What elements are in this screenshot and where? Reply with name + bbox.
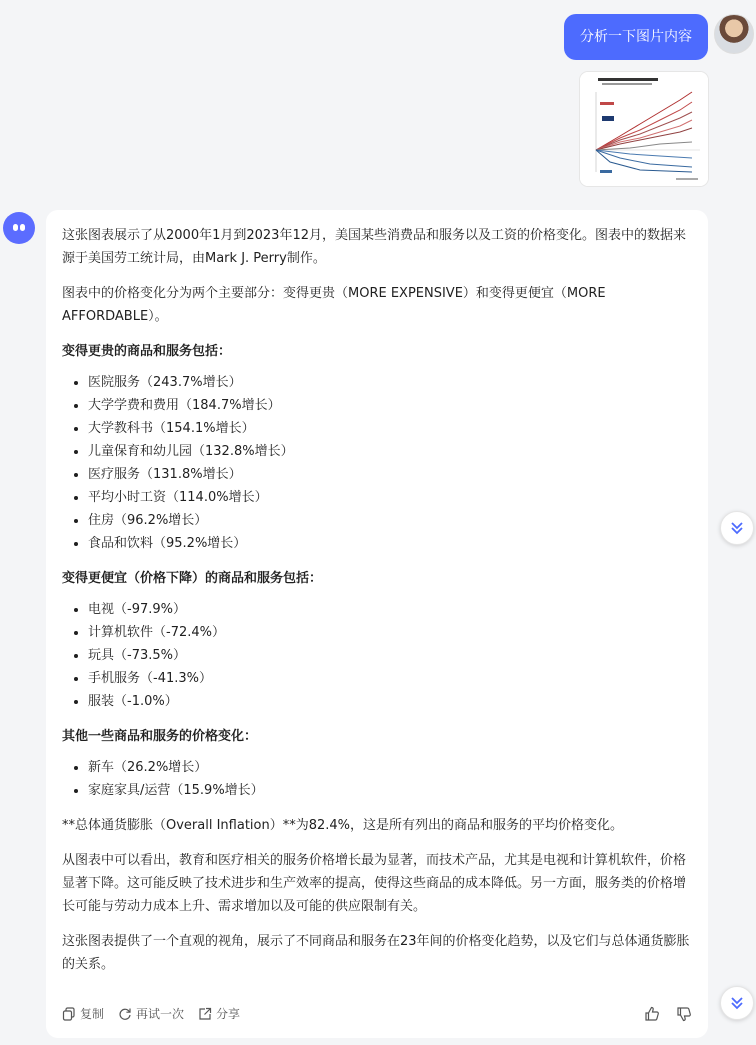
thumbs-up-icon[interactable] [644, 1006, 660, 1022]
list-item: • 计算机软件（-72.4%） [88, 621, 692, 644]
user-avatar[interactable] [714, 14, 754, 54]
list-item: • 平均小时工资（114.0%增长） [88, 486, 692, 509]
list-item: • 玩具（-73.5%） [88, 644, 692, 667]
section-other-title: 其他一些商品和服务的价格变化： [62, 729, 258, 744]
list-item: • 大学学费和费用（184.7%增长） [88, 394, 692, 417]
list-item: • 手机服务（-41.3%） [88, 667, 692, 690]
refresh-icon [118, 1007, 132, 1021]
share-button-label: 分享 [216, 1006, 241, 1021]
list-item: • 大学教科书（154.1%增长） [88, 417, 692, 440]
thumbs-down-icon[interactable] [676, 1006, 692, 1022]
retry-button[interactable] [118, 1003, 184, 1026]
list-item: • 儿童保育和幼儿园（132.8%增长） [88, 440, 692, 463]
copy-button[interactable] [62, 1003, 104, 1026]
retry-button-label: 再试一次 [136, 1006, 185, 1021]
chart-thumbnail-image [580, 72, 708, 186]
answer-analysis-paragraph: 从图表中可以看出，教育和医疗相关的服务价格增长最为显著，而技术产品，尤其是电视和计算机软件，价格显著下降。这可能反映了技术进步和生产效率的提高，使得这些商品的成本降低。另一方面，服务类的价格增长可能与劳动力成本上升、需求增加以及可能的供应限制有关。 [62, 853, 687, 914]
share-icon [198, 1007, 212, 1021]
user-message-bubble: 分析一下图片内容 [564, 14, 708, 60]
section-more-affordable-list [62, 598, 692, 713]
section-more-expensive-title: 变得更贵的商品和服务包括： [62, 344, 232, 359]
answer-action-bar [62, 1004, 692, 1024]
list-item: • 家庭家具/运营（15.9%增长） [88, 779, 692, 802]
scroll-down-button[interactable] [720, 511, 754, 545]
list-item: • 医院服务（243.7%增长） [88, 371, 692, 394]
list-item: • 电视（-97.9%） [88, 598, 692, 621]
section-more-affordable-title: 变得更便宜（价格下降）的商品和服务包括： [62, 571, 323, 586]
answer-inflation-paragraph: **总体通货膨胀（Overall Inflation）**为82.4%，这是所有列出的商品和服务的平均价格变化。 [62, 818, 624, 833]
answer-intro-2: 图表中的价格变化分为两个主要部分：变得更贵（MORE EXPENSIVE）和变得更便宜（MORE AFFORDABLE）。 [62, 286, 606, 324]
assistant-answer-card [46, 210, 708, 1038]
copy-icon [62, 1007, 76, 1021]
chevron-double-down-icon [729, 520, 745, 536]
user-message-row [0, 14, 756, 62]
answer-intro-1: 这张图表展示了从2000年1月到2023年12月，美国某些消费品和服务以及工资的价格变化。图表中的数据来源于美国劳工统计局，由Mark J. Perry制作。 [62, 228, 686, 266]
list-item: • 新车（26.2%增长） [88, 756, 692, 779]
list-item: • 医疗服务（131.8%增长） [88, 463, 692, 486]
scroll-to-bottom-button[interactable] [720, 986, 754, 1020]
list-item: • 服装（-1.0%） [88, 690, 692, 713]
assistant-avatar-icon [3, 212, 35, 244]
copy-button-label: 复制 [80, 1006, 105, 1021]
list-item: • 住房（96.2%增长） [88, 509, 692, 532]
answer-conclusion-paragraph: 这张图表提供了一个直观的视角，展示了不同商品和服务在23年间的价格变化趋势，以及它们与总体通货膨胀的关系。 [62, 934, 690, 972]
section-other-list [62, 756, 692, 802]
chevron-double-down-icon [729, 995, 745, 1011]
list-item: • 食品和饮料（95.2%增长） [88, 532, 692, 555]
share-button[interactable] [198, 1003, 240, 1026]
section-more-expensive-list [62, 371, 692, 555]
attached-image-thumbnail[interactable] [580, 72, 708, 186]
